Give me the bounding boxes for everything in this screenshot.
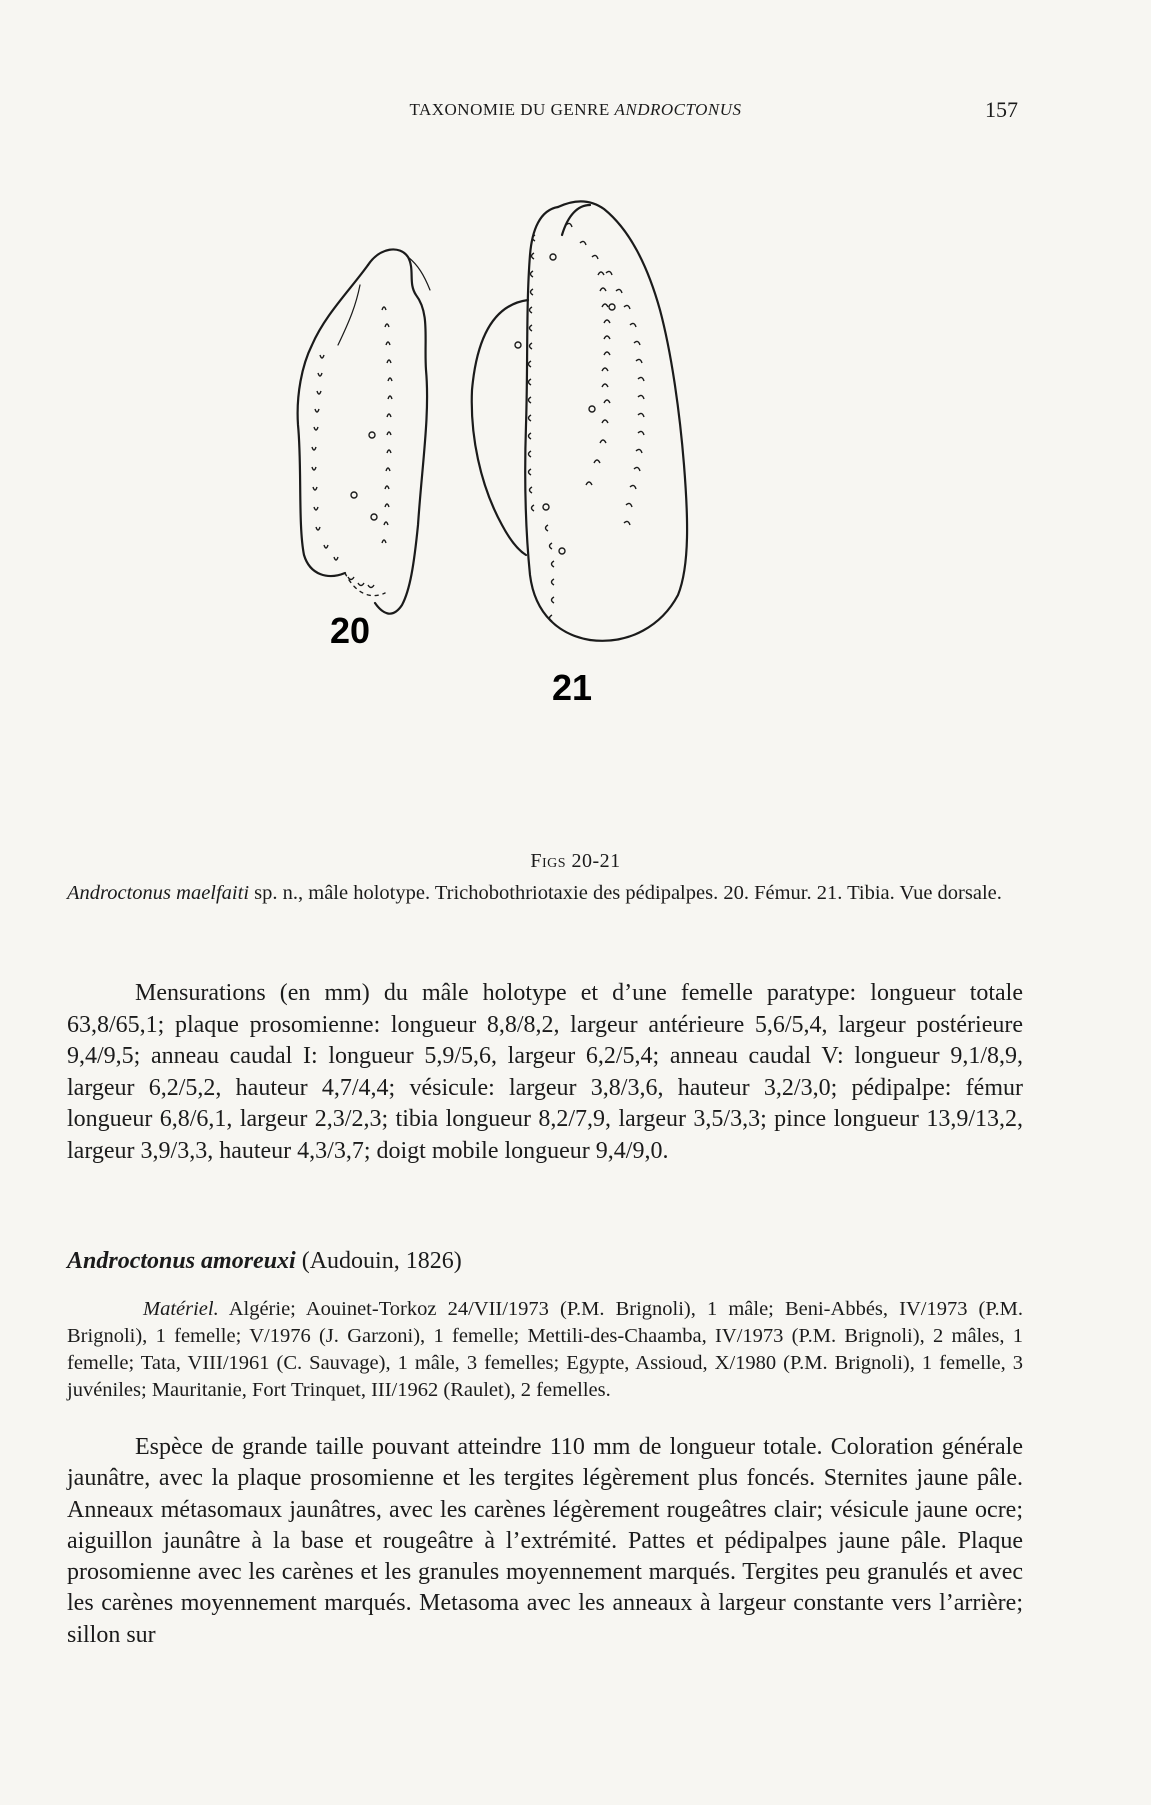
femur-trichobothria [312,307,392,588]
figure-label: Figs 20-21 [530,850,621,872]
running-title-genus: ANDROCTONUS [614,100,742,119]
figure-number-20: 20 [330,610,371,651]
species-author: (Audouin, 1826) [295,1248,462,1274]
figure-trichobothria [290,195,770,815]
materiel-label: Matériel. [143,1298,219,1320]
materiel-text: Algérie; Aouinet-Torkoz 24/VII/1973 (P.M. Brignoli), 1 mâle; Beni-Abbés, IV/1973 (P.M. Brignoli), 1 femelle; V/1976 (J. Garzoni), 1 femelle; Mettili-des-Chaamba, IV/1973 (P.M. Brignoli), 2 mâles, 1 femelle; Tata, VIII/1961 (C. Sauvage), 1 mâle, 3 femelles; Egypte, Assioud, X/1980 (P.M. Brignoli), 1 femelle, 3 juvéniles; Mauritanie, Fort Trinquet, III/1962 (Raulet), 2 femelles. [67,1298,1023,1401]
caption-species: Androctonus maelfaiti [67,882,250,904]
figure-drawing [290,195,770,815]
species-name: Androctonus amoreuxi [67,1248,296,1274]
materiel-paragraph [67,1296,1023,1404]
measurements-paragraph: Mensurations (en mm) du mâle holotype et d’une femelle paratype: longueur totale 63,8/65,1; plaque prosomienne: longueur 8,8/8,2, largeur antérieure 5,6/5,4, largeur postérieure 9,4/9,5; anneau caudal I: longueur 5,9/5,6, largeur 6,2/5,4; anneau caudal V: longueur 9,1/8,9, largeur 6,2/5,2, hauteur 4,7/4,4; vésicule: largeur 3,8/3,6, hauteur 3,2/3,0; pédipalpe: fémur longueur 6,8/6,1, largeur 2,3/2,3; tibia longueur 8,2/7,9, largeur 3,5/3,3; pince longueur 13,9/13,2, largeur 3,9/3,3, hauteur 4,3/3,7; doigt mobile longueur 9,4/9,0. [67,980,1023,1164]
running-head [0,100,1151,120]
species-heading [67,1248,1023,1275]
femur-drawing [298,249,430,613]
tibia-drawing [472,201,687,641]
page-number: 157 [985,97,1018,122]
running-title: TAXONOMIE DU GENRE [409,100,610,119]
figure-caption [67,880,1023,907]
caption-text: sp. n., mâle holotype. Trichobothriotaxie des pédipalpes. 20. Fémur. 21. Tibia. Vue dorsale. [249,882,1002,904]
description-paragraph: Espèce de grande taille pouvant atteindre 110 mm de longueur totale. Coloration générale jaunâtre, avec la plaque prosomienne et les tergites légèrement plus foncés. Sternites jaune pâle. Anneaux métasomaux jaunâtres, avec les carènes légèrement rougeâtres clair; vésicule jaune ocre; aiguillon jaunâtre à la base et rougeâtre à l’extrémité. Pattes et pédipalpes jaune pâle. Plaque prosomienne avec les carènes et les granules moyennement marqués. Tergites peu granulés et avec les carènes moyennement marqués. Metasoma avec les anneaux à largeur constante vers l’arrière; sillon sur [67,1434,1023,1648]
figure-number-21: 21 [552,667,593,708]
tibia-trichobothria [515,223,644,621]
